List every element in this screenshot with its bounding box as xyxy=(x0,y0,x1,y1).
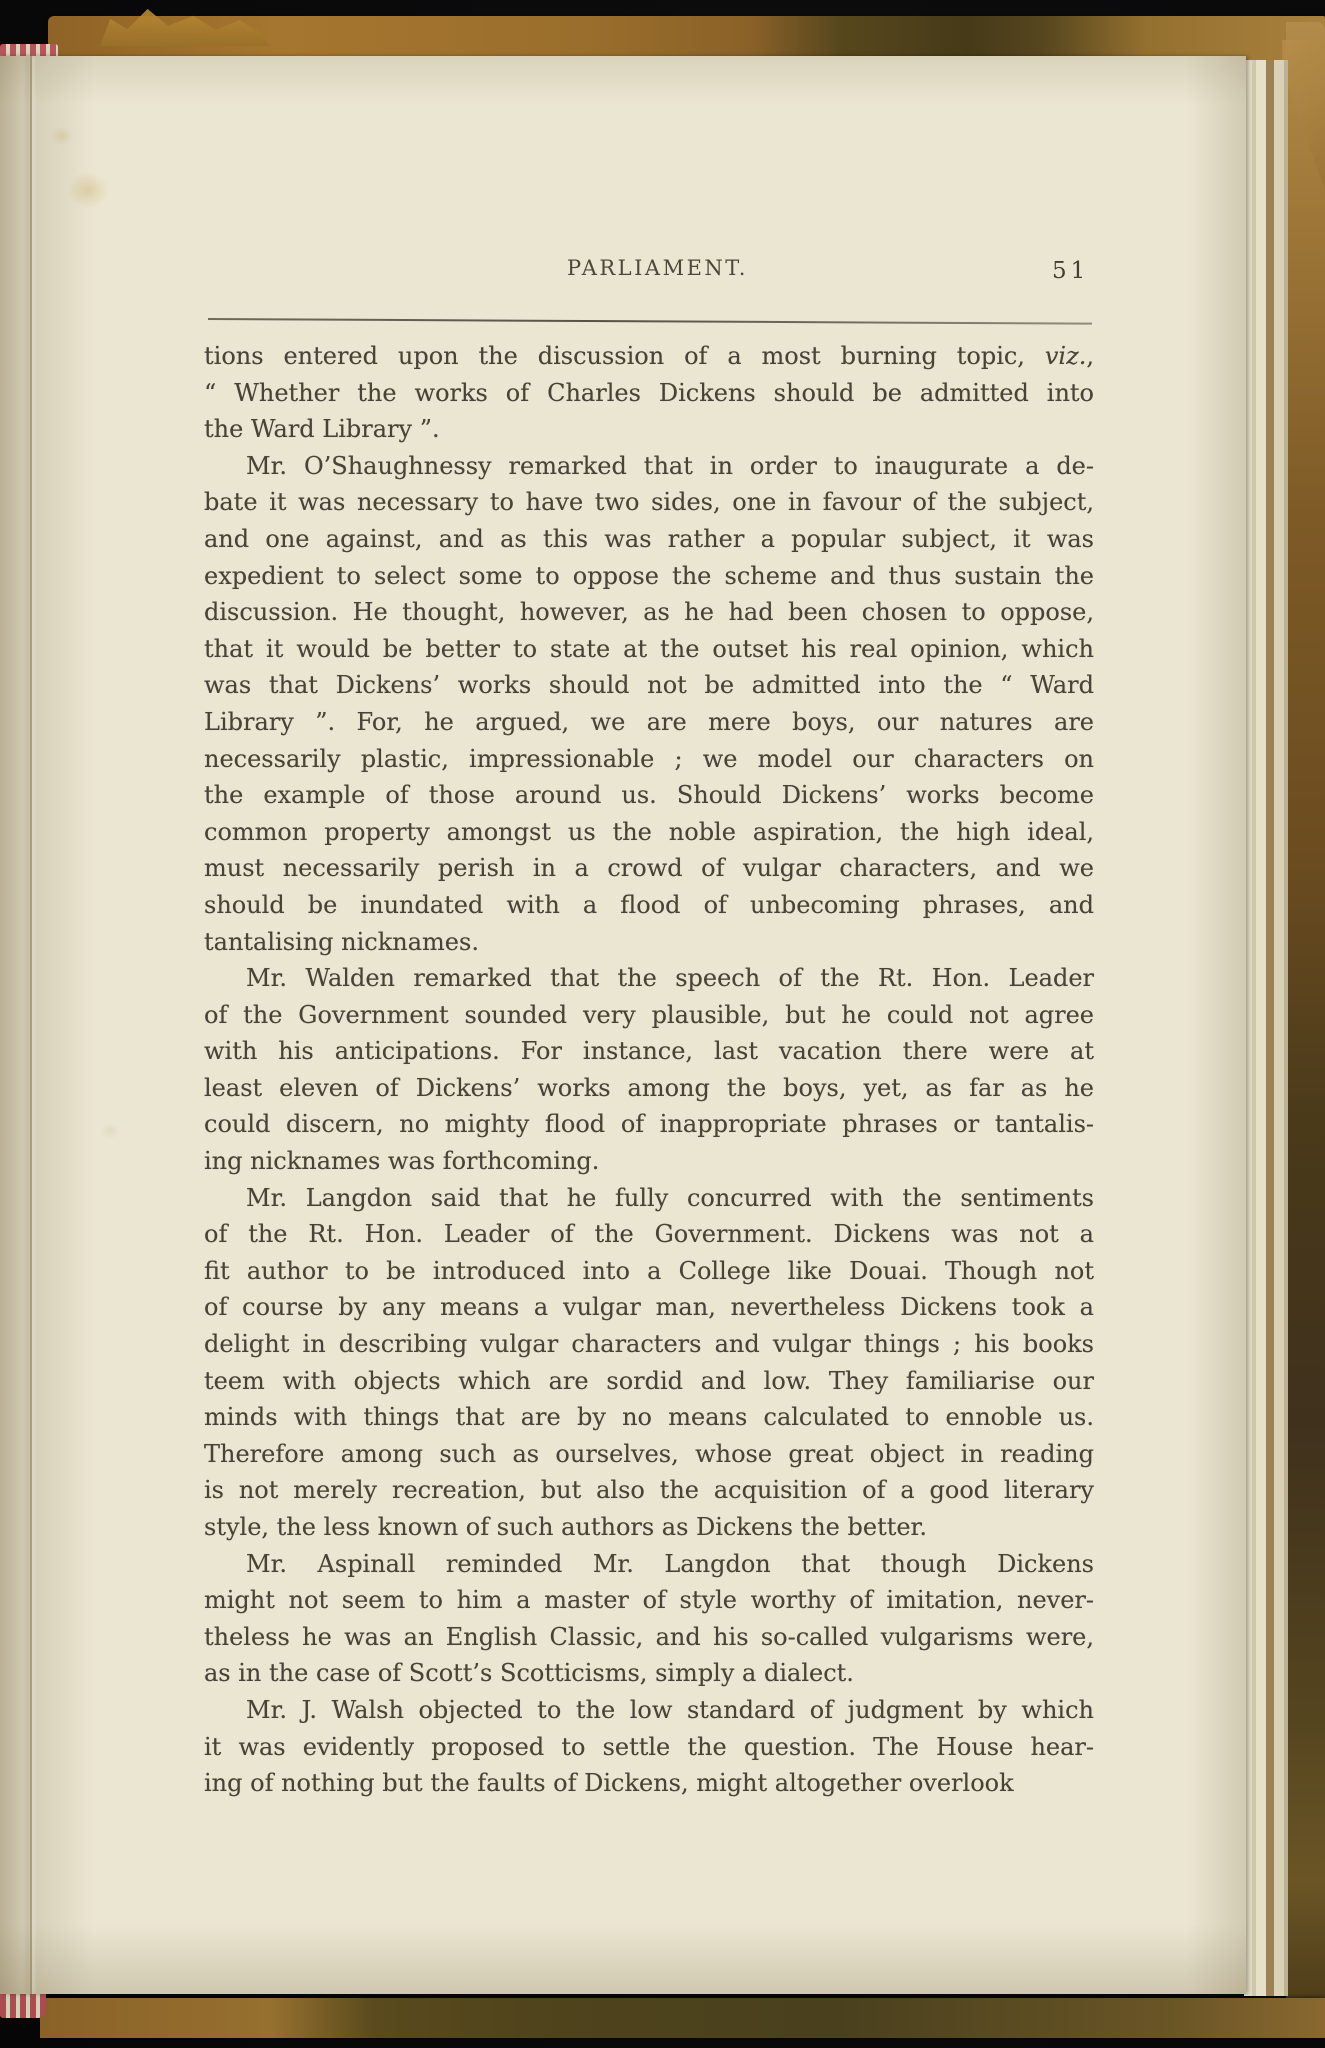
text-line: tions entered upon the discussion of a most burning topic, viz., xyxy=(204,342,1094,370)
text-line: was that Dickens’ works should not be admitted into the “ Ward xyxy=(204,671,1094,700)
text-line: Therefore among such as ourselves, whose great object in reading xyxy=(204,1439,1094,1468)
header-rule xyxy=(208,318,1092,325)
text-line: theless he was an English Classic, and his so-called vulgarisms were, xyxy=(204,1622,1094,1651)
text-line: as in the case of Scott’s Scotticisms, simply a dialect. xyxy=(204,1659,854,1688)
text-line: it was evidently proposed to settle the question. The House hear- xyxy=(204,1732,1094,1761)
text-line: of the Rt. Hon. Leader of the Government. Dickens was not a xyxy=(204,1220,1094,1249)
text-line: the example of those around us. Should Dickens’ works become xyxy=(204,781,1094,810)
text-line: the Ward Library ”. xyxy=(204,415,440,444)
text-line: might not seem to him a master of style worthy of imitation, never- xyxy=(204,1586,1094,1615)
text-line: of the Government sounded very plausible, but he could not agree xyxy=(204,1000,1094,1029)
paragraph xyxy=(204,448,1094,960)
paragraph xyxy=(204,1180,1094,1546)
paragraph xyxy=(204,1546,1094,1692)
page-number: 51 xyxy=(1052,258,1090,284)
text-line: delight in describing vulgar characters and vulgar things ; his books xyxy=(204,1330,1094,1359)
page-stack-edges xyxy=(1244,60,1288,1996)
paragraph xyxy=(204,1692,1094,1802)
text-line: must necessarily perish in a crowd of vulgar characters, and we xyxy=(204,854,1094,883)
paragraph xyxy=(204,338,1094,448)
text-line: least eleven of Dickens’ works among the boys, yet, as far as he xyxy=(204,1073,1094,1102)
text-line: of course by any means a vulgar man, nevertheless Dickens took a xyxy=(204,1293,1094,1322)
text-line: Mr. Aspinall reminded Mr. Langdon that though Dickens xyxy=(246,1549,1094,1578)
text-line: discussion. He thought, however, as he had been chosen to oppose, xyxy=(204,598,1094,627)
text-line: should be inundated with a flood of unbecoming phrases, and xyxy=(204,890,1094,919)
text-line: with his anticipations. For instance, last vacation there were at xyxy=(204,1037,1094,1066)
text-line: is not merely recreation, but also the acquisition of a good literary xyxy=(204,1476,1094,1505)
spine-headband-bottom xyxy=(0,1992,46,2018)
text-line: Mr. J. Walsh objected to the low standard of judgment by which xyxy=(246,1695,1094,1724)
book-cover-right-edge xyxy=(1286,22,1325,2020)
text-line: ing of nothing but the faults of Dickens, might altogether overlook xyxy=(204,1769,1014,1798)
text-line: teem with objects which are sordid and low. They familiarise our xyxy=(204,1366,1094,1395)
text-line: bate it was necessary to have two sides, one in favour of the subject, xyxy=(204,488,1094,517)
text-line: could discern, no mighty flood of inappropriate phrases or tantalis- xyxy=(204,1110,1094,1139)
page-header-title: PARLIAMENT. xyxy=(567,256,748,280)
text-line: and one against, and as this was rather a popular subject, it was xyxy=(204,524,1094,553)
text-line: ing nicknames was forthcoming. xyxy=(204,1147,600,1176)
text-line: Library ”. For, he argued, we are mere boys, our natures are xyxy=(204,707,1094,736)
text-block xyxy=(204,338,1094,1802)
text-line: minds with things that are by no means calculated to ennoble us. xyxy=(204,1403,1094,1432)
text-line: style, the less known of such authors as Dickens the better. xyxy=(204,1513,928,1541)
text-line: expedient to select some to oppose the scheme and thus sustain the xyxy=(204,561,1094,590)
text-line: necessarily plastic, impressionable ; we model our characters on xyxy=(204,744,1094,773)
text-line: tantalising nicknames. xyxy=(204,927,479,956)
text-line: Mr. Langdon said that he fully concurred with the sentiments xyxy=(246,1183,1094,1212)
paragraph xyxy=(204,960,1094,1180)
text-line: “ Whether the works of Charles Dickens should be admitted into xyxy=(204,378,1094,407)
text-line: Mr. O’Shaughnessy remarked that in order to inaugurate a de- xyxy=(246,451,1094,480)
book-cover-bottom-edge xyxy=(40,1998,1325,2038)
text-line: that it would be better to state at the outset his real opinion, which xyxy=(204,634,1094,663)
text-line: common property amongst us the noble aspiration, the high ideal, xyxy=(204,817,1094,846)
text-line: Mr. Walden remarked that the speech of the Rt. Hon. Leader xyxy=(246,964,1094,993)
book-page xyxy=(0,56,1246,1994)
gutter-crease xyxy=(30,56,32,1994)
text-line: fit author to be introduced into a College like Douai. Though not xyxy=(204,1256,1094,1285)
